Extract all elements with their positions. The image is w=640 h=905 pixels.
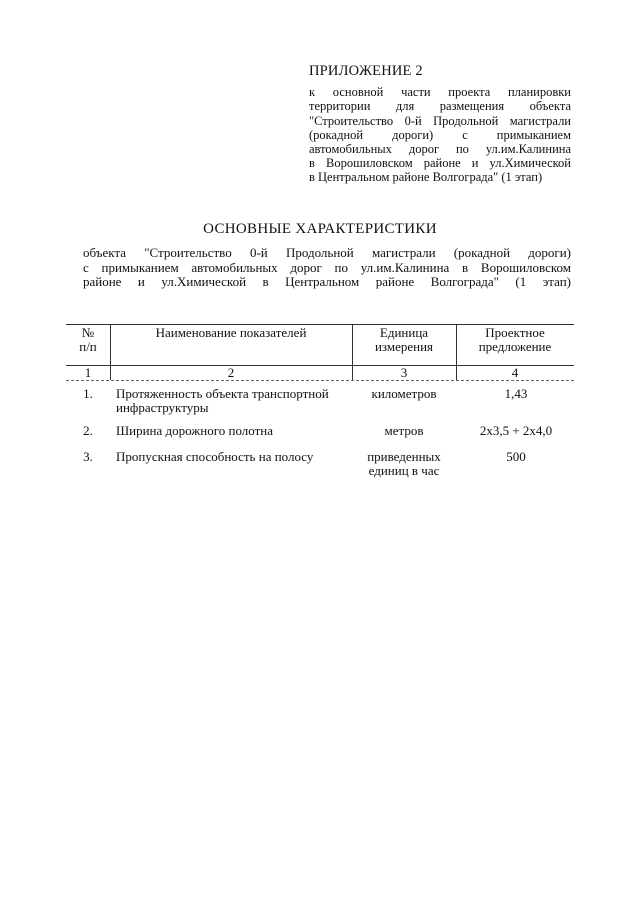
description-line: с примыканием автомобильных дорог по ул.им.Калинина в Ворошиловском xyxy=(83,259,571,275)
row-number: 1. xyxy=(83,386,93,401)
appendix-block xyxy=(309,64,571,185)
column-number: 1 xyxy=(84,365,92,380)
characteristics-table xyxy=(66,324,574,480)
header-proposal: Проектное предложение xyxy=(478,325,552,354)
header-unit: Единица измерения xyxy=(374,325,434,354)
appendix-line: к основной части проекта планировки xyxy=(309,85,571,100)
column-number: 2 xyxy=(227,365,235,380)
description-line: районе и ул.Химической в Центральном районе Волгограда" (1 этап) xyxy=(83,274,571,289)
column-numbers-row xyxy=(66,366,574,381)
row-value: 500 xyxy=(506,449,526,464)
appendix-line: автомобильных дорог по ул.им.Калинина xyxy=(309,142,571,157)
row-value: 2х3,5 + 2х4,0 xyxy=(479,423,553,438)
appendix-description xyxy=(309,85,571,184)
column-number: 3 xyxy=(400,365,408,380)
appendix-line: (рокадной дороги) с примыканием xyxy=(309,127,571,142)
row-indicator: Протяженность объекта транспортной инфраструктуры xyxy=(116,386,329,415)
description-line: объекта "Строительство 0-й Продольной магистрали (рокадной дороги) xyxy=(83,245,571,260)
table-row xyxy=(66,450,574,480)
appendix-line: "Строительство 0-й Продольной магистрали xyxy=(309,113,571,128)
row-indicator: Ширина дорожного полотна xyxy=(116,423,274,438)
appendix-line: в Ворошиловском районе и ул.Химической xyxy=(309,156,571,171)
appendix-line: территории для размещения объекта xyxy=(309,99,571,114)
row-number: 3. xyxy=(83,449,93,464)
row-value: 1,43 xyxy=(504,386,528,401)
header-num: № п/п xyxy=(79,325,97,354)
row-number: 2. xyxy=(83,423,93,438)
object-description xyxy=(83,246,571,290)
row-unit: приведенных единиц в час xyxy=(367,449,441,478)
row-indicator: Пропускная способность на полосу xyxy=(116,449,314,464)
table-row xyxy=(66,387,574,424)
table-row xyxy=(66,424,574,450)
page-title: ОСНОВНЫЕ ХАРАКТЕРИСТИКИ xyxy=(203,221,437,237)
header-name: Наименование показателей xyxy=(155,325,307,340)
row-unit: метров xyxy=(384,423,424,438)
table-header xyxy=(66,324,574,366)
column-number: 4 xyxy=(511,365,519,380)
appendix-line: в Центральном районе Волгограда" (1 этап) xyxy=(309,170,543,185)
row-unit: километров xyxy=(371,386,437,401)
appendix-title: ПРИЛОЖЕНИЕ 2 xyxy=(309,63,423,79)
